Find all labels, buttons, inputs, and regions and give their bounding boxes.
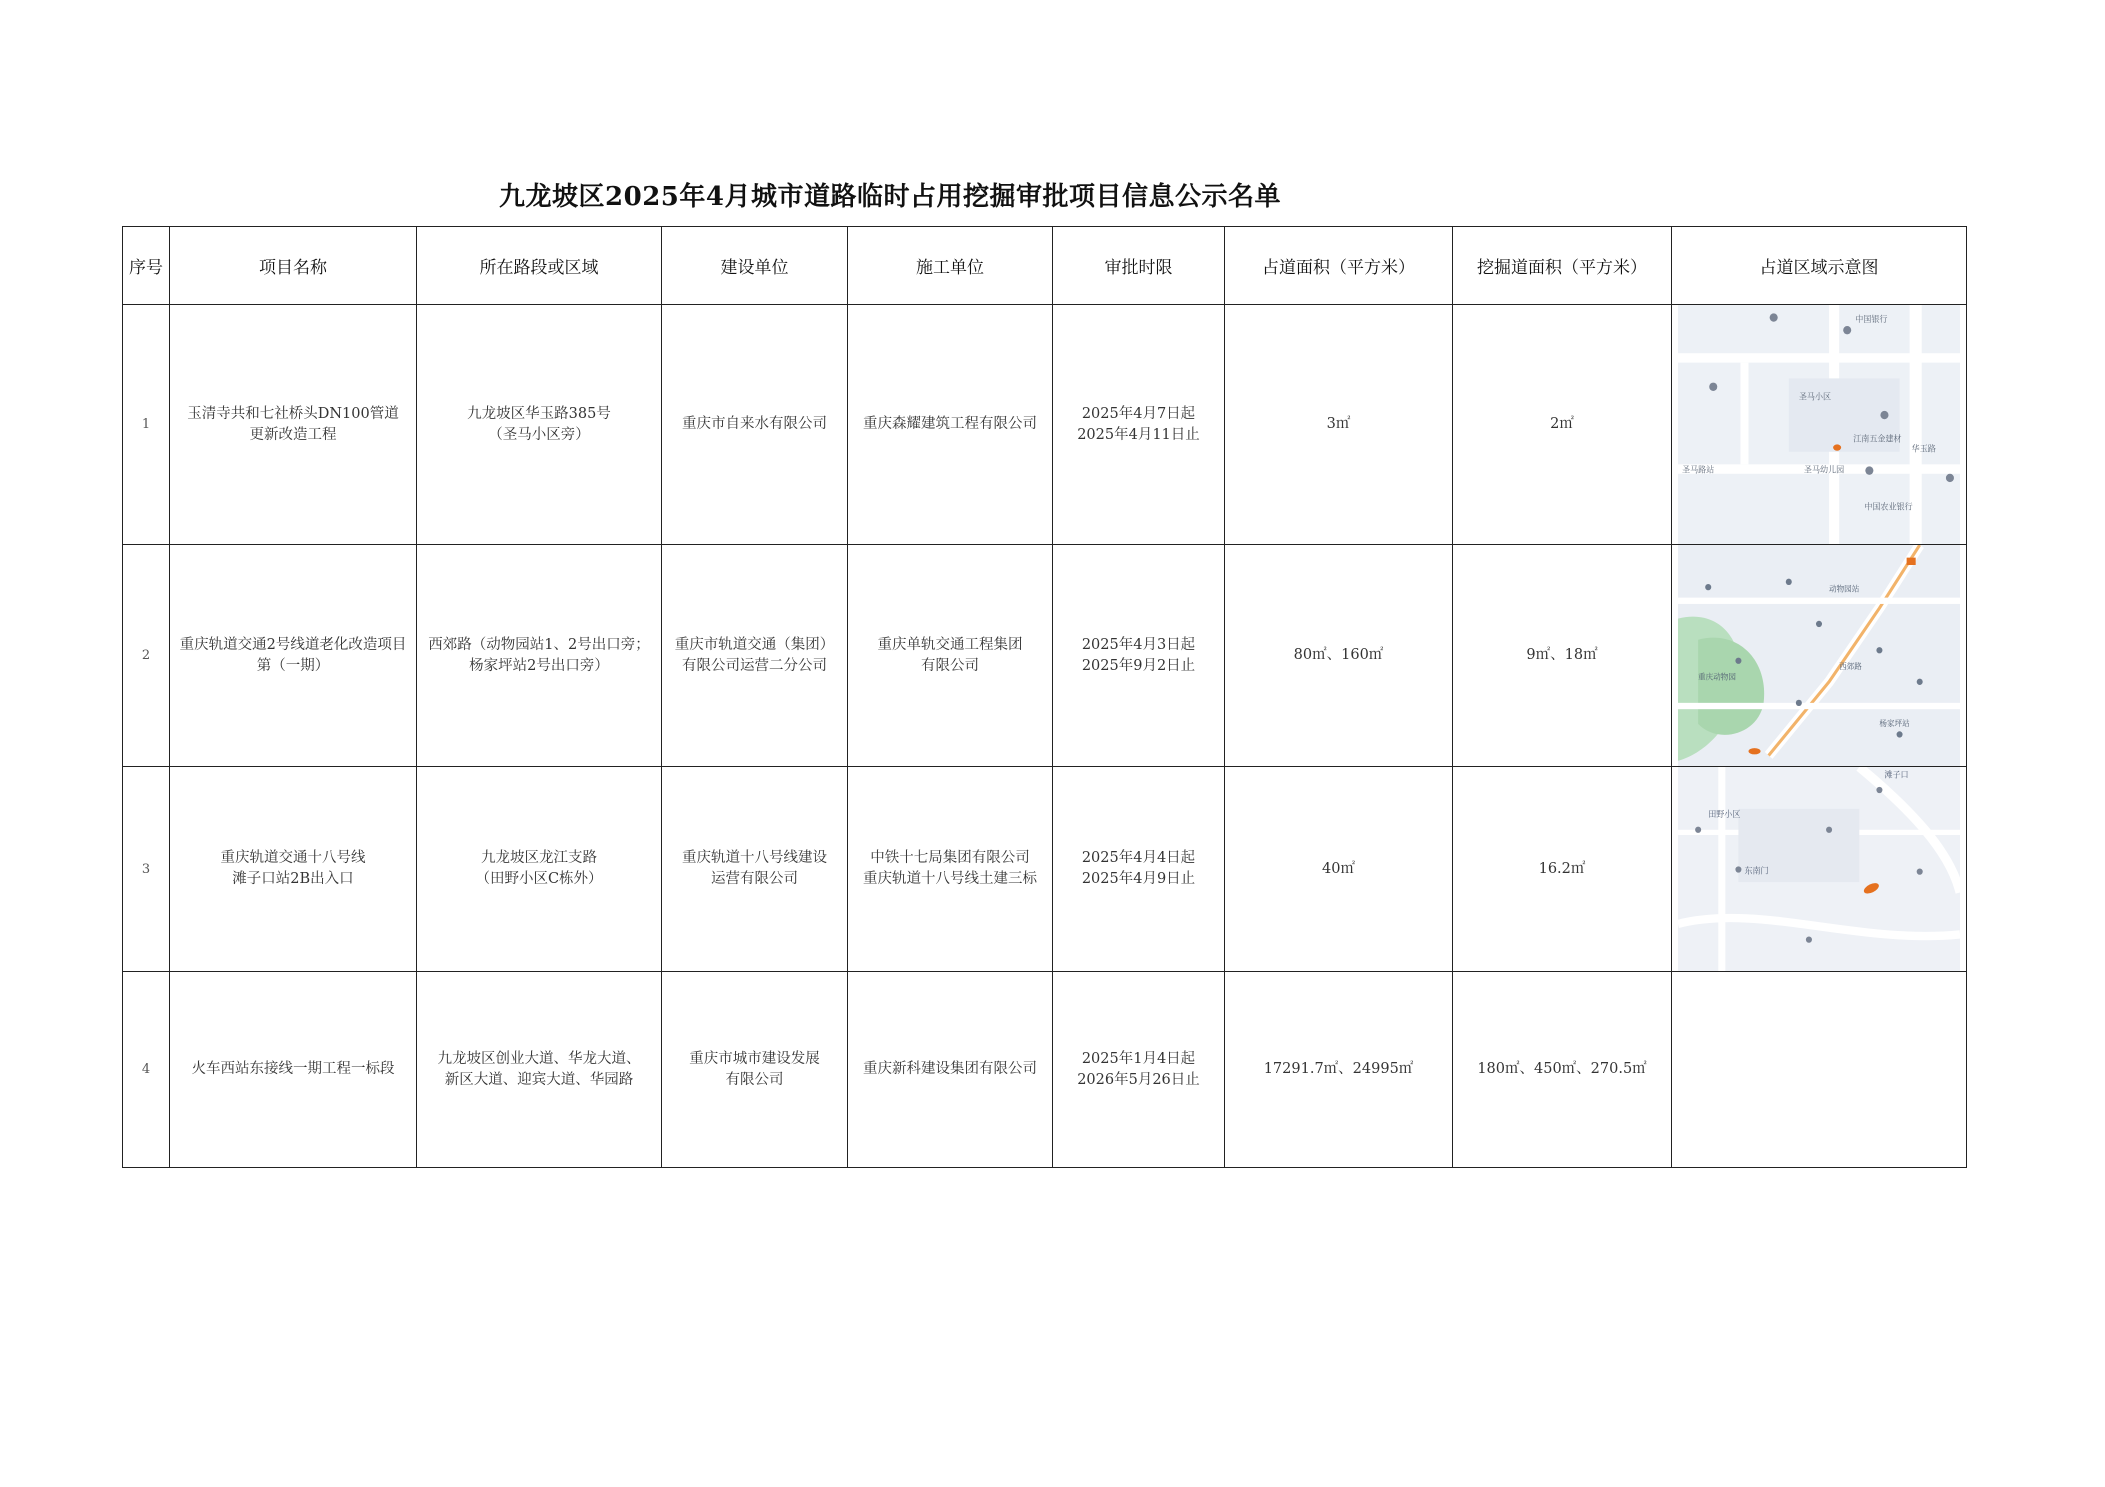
approval-period: 2025年4月7日起 2025年4月11日止 (1053, 305, 1225, 545)
map-label: 江南五金建材 (1853, 433, 1902, 444)
location: 九龙坡区华玉路385号 （圣马小区旁） (417, 305, 662, 545)
map-label: 圣马小区 (1798, 391, 1832, 402)
map-label: 田野小区 (1708, 809, 1741, 820)
location: 九龙坡区创业大道、华龙大道、 新区大道、迎宾大道、华园路 (417, 972, 662, 1168)
bus-stop-icon (1865, 466, 1873, 474)
excavation-area: 2㎡ (1453, 305, 1672, 545)
builder: 重庆市城市建设发展 有限公司 (662, 972, 848, 1168)
builder: 重庆市轨道交通（集团） 有限公司运营二分公司 (662, 545, 848, 767)
contractor: 中铁十七局集团有限公司 重庆轨道十八号线土建三标 (848, 767, 1053, 972)
occupied-area: 3㎡ (1225, 305, 1453, 545)
header-occupied-area: 占道面积（平方米） (1225, 227, 1453, 305)
row-index: 1 (123, 305, 170, 545)
header-location: 所在路段或区域 (417, 227, 662, 305)
poi-marker-icon (1806, 936, 1812, 942)
excavation-area: 9㎡、18㎡ (1453, 545, 1672, 767)
occupied-area: 40㎡ (1225, 767, 1453, 972)
shop-marker-icon (1709, 383, 1717, 391)
area-map-1 (1678, 305, 1960, 544)
map-label: 西郊路 (1839, 662, 1862, 672)
excavation-area: 16.2㎡ (1453, 767, 1672, 972)
map-label: 杨家坪站 (1879, 718, 1910, 729)
project-name: 重庆轨道交通十八号线 滩子口站2B出入口 (170, 767, 417, 972)
poi-marker-icon (1946, 474, 1954, 482)
table-row (123, 972, 1967, 1168)
header-area-diagram: 占道区域示意图 (1672, 227, 1967, 305)
area-diagram-cell (1672, 545, 1967, 767)
location: 西郊路（动物园站1、2号出口旁； 杨家坪站2号出口旁） (417, 545, 662, 767)
map-label: 圣马幼儿园 (1803, 464, 1845, 475)
header-contractor: 施工单位 (848, 227, 1053, 305)
occupied-area: 80㎡、160㎡ (1225, 545, 1453, 767)
table-row (123, 305, 1967, 545)
area-diagram-cell-empty (1672, 972, 1967, 1168)
approval-period: 2025年1月4日起 2026年5月26日止 (1053, 972, 1225, 1168)
excavation-area: 180㎡、450㎡、270.5㎡ (1453, 972, 1672, 1168)
table-header-row (123, 227, 1967, 305)
poi-marker-icon (1695, 827, 1701, 833)
bank-marker-icon (1770, 313, 1778, 321)
map-label: 中国农业银行 (1864, 501, 1913, 512)
poi-marker-icon (1876, 787, 1882, 793)
map-label: 圣马路站 (1682, 464, 1715, 475)
approval-period: 2025年4月4日起 2025年4月9日止 (1053, 767, 1225, 972)
contractor: 重庆新科建设集团有限公司 (848, 972, 1053, 1168)
header-builder: 建设单位 (662, 227, 848, 305)
shop-marker-icon (1880, 411, 1888, 419)
construction-site-icon (1749, 748, 1761, 754)
map-label: 重庆动物园 (1698, 672, 1736, 682)
construction-site-icon (1907, 558, 1916, 565)
contractor: 重庆森耀建筑工程有限公司 (848, 305, 1053, 545)
map-label: 华玉路 (1911, 443, 1936, 454)
map-label: 中国银行 (1855, 313, 1888, 324)
header-index: 序号 (123, 227, 170, 305)
row-index: 2 (123, 545, 170, 767)
header-excavation-area: 挖掘道面积（平方米） (1453, 227, 1672, 305)
document-title: 九龙坡区2025年4月城市道路临时占用挖掘审批项目信息公示名单 (499, 182, 1281, 212)
header-approval-period: 审批时限 (1053, 227, 1225, 305)
row-index: 4 (123, 972, 170, 1168)
row-index: 3 (123, 767, 170, 972)
project-name: 玉清寺共和七社桥头DN100管道 更新改造工程 (170, 305, 417, 545)
map-label: 动物园站 (1829, 584, 1860, 594)
area-diagram-cell (1672, 767, 1967, 972)
poi-marker-icon (1826, 827, 1832, 833)
table-row (123, 767, 1967, 972)
map-label: 滩子口 (1884, 769, 1909, 780)
table-row (123, 545, 1967, 767)
poi-marker-icon (1735, 866, 1741, 872)
builder: 重庆轨道十八号线建设 运营有限公司 (662, 767, 848, 972)
project-table (122, 226, 1967, 1168)
header-project-name: 项目名称 (170, 227, 417, 305)
project-name: 重庆轨道交通2号线道老化改造项目 第（一期） (170, 545, 417, 767)
poi-marker-icon (1917, 868, 1923, 874)
area-map-3 (1678, 767, 1960, 971)
occupied-area: 17291.7㎡、24995㎡ (1225, 972, 1453, 1168)
area-diagram-cell (1672, 305, 1967, 545)
area-map-2 (1678, 545, 1960, 766)
location: 九龙坡区龙江支路 （田野小区C栋外） (417, 767, 662, 972)
project-name: 火车西站东接线一期工程一标段 (170, 972, 417, 1168)
map-label: 东南门 (1744, 865, 1769, 876)
contractor: 重庆单轨交通工程集团 有限公司 (848, 545, 1053, 767)
school-marker-icon (1843, 326, 1851, 334)
builder: 重庆市自来水有限公司 (662, 305, 848, 545)
approval-period: 2025年4月3日起 2025年9月2日止 (1053, 545, 1225, 767)
construction-site-icon (1833, 444, 1841, 450)
